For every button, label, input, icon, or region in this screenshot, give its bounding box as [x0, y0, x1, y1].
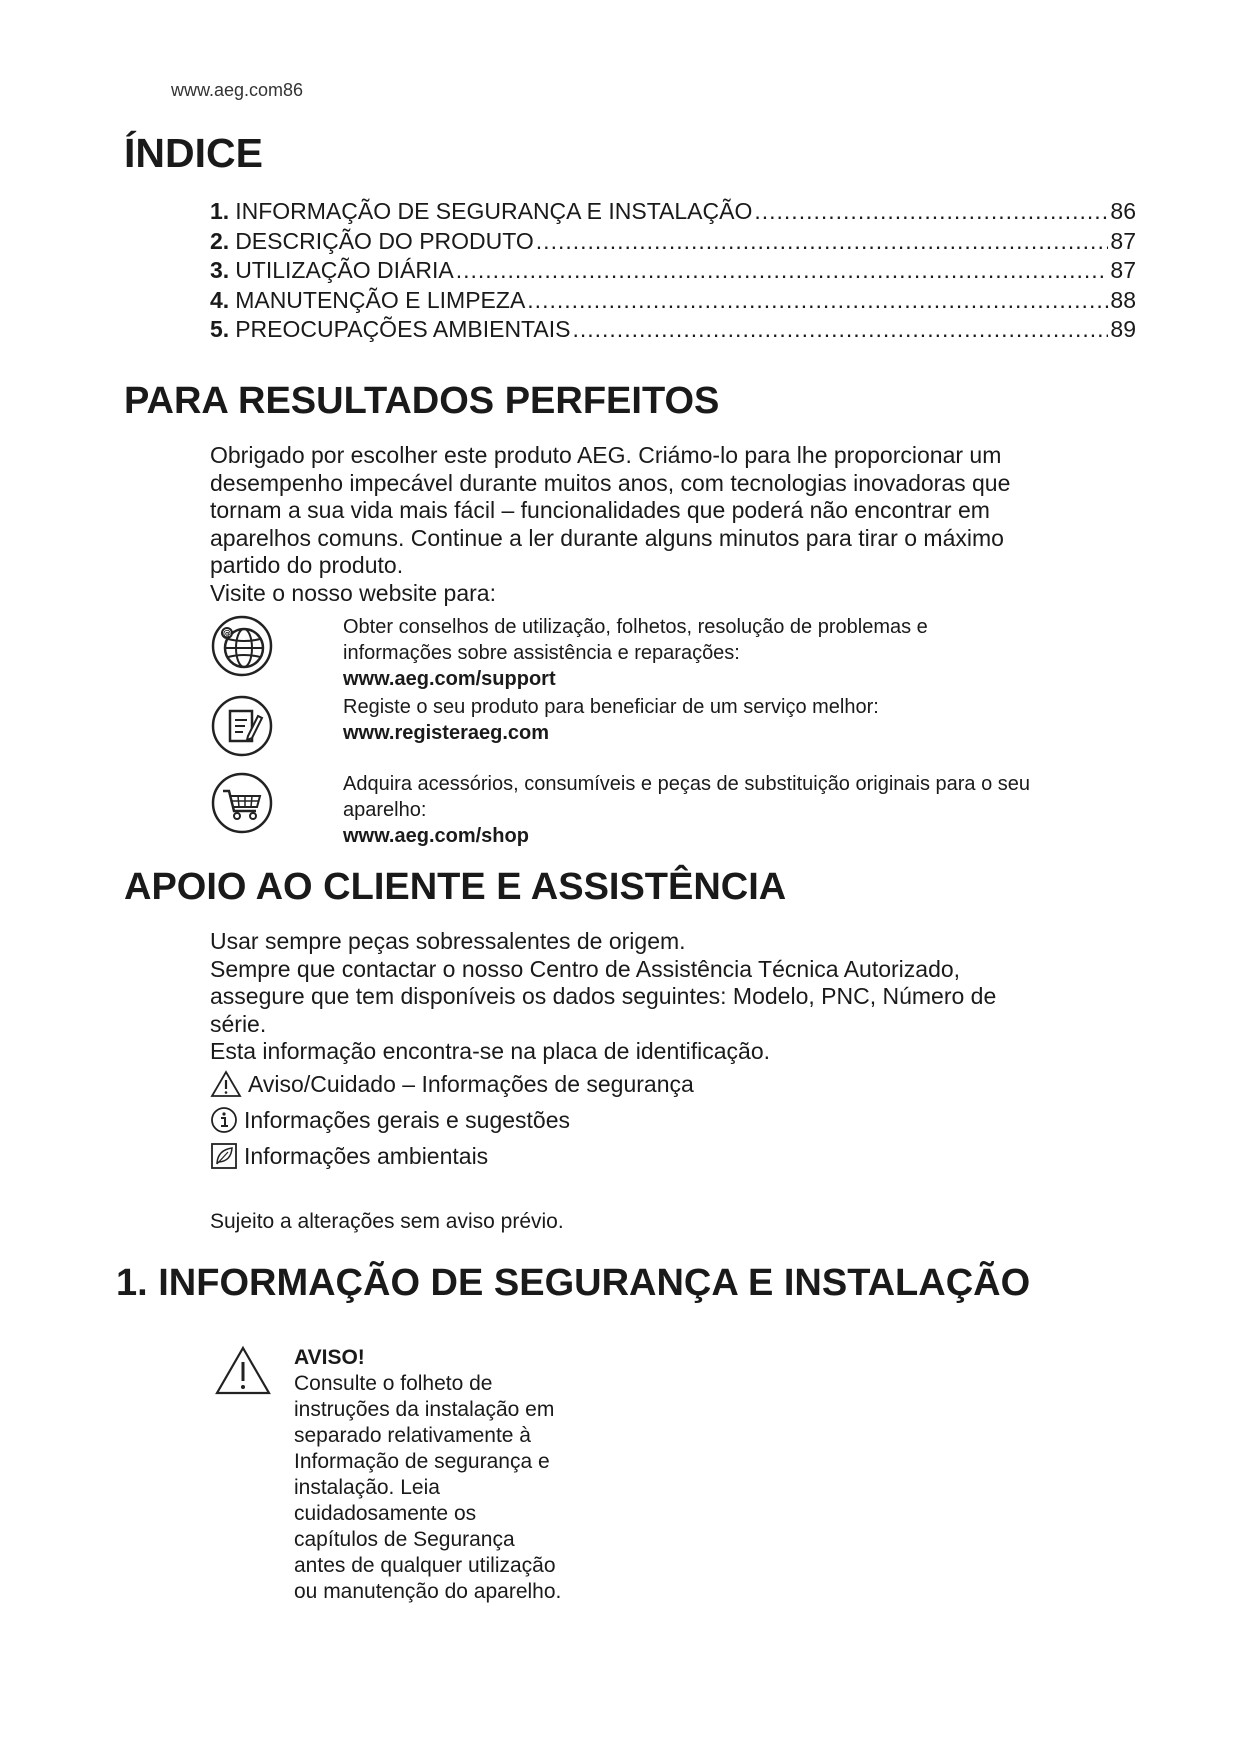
- web-item-line: Obter conselhos de utilização, folhetos, resolução de problemas e: [343, 616, 928, 638]
- legend-label: Informações ambientais: [244, 1142, 489, 1169]
- toc-item[interactable]: [210, 198, 1136, 228]
- toc-leader: [572, 316, 1108, 343]
- shopping-cart-icon: [210, 771, 274, 835]
- toc-item[interactable]: [210, 228, 1136, 258]
- web-item-text: [343, 694, 1133, 746]
- warning-line: instalação. Leia: [294, 1476, 440, 1499]
- table-of-contents: [210, 198, 1136, 346]
- web-item-line: aparelho:: [343, 799, 427, 821]
- support-line: Usar sempre peças sobressalentes de origem.: [210, 928, 686, 954]
- toc-number: 4.: [210, 286, 230, 313]
- warning-icon: [210, 1070, 242, 1098]
- subject-to-change-note: Sujeito a alterações sem aviso prévio.: [210, 1210, 564, 1233]
- web-item-text: [343, 771, 1133, 849]
- warning-line: separado relativamente à: [294, 1424, 531, 1447]
- web-item-line: informações sobre assistência e reparações:: [343, 642, 740, 664]
- intro-line: desempenho impecável durante muitos anos, com tecnologias inovadoras que: [210, 469, 1011, 496]
- support-heading: APOIO AO CLIENTE E ASSISTÊNCIA: [124, 866, 787, 908]
- legend-item-info: [210, 1106, 570, 1134]
- toc-number: 2.: [210, 227, 230, 254]
- toc-number: 3.: [210, 257, 230, 283]
- section-1-heading: 1. INFORMAÇÃO DE SEGURANÇA E INSTALAÇÃO: [116, 1262, 1031, 1304]
- warning-line: Informação de segurança e: [294, 1450, 550, 1473]
- toc-number: 5.: [210, 316, 230, 342]
- register-icon: [210, 694, 274, 758]
- warning-icon: [214, 1345, 272, 1397]
- leaf-icon: [210, 1142, 238, 1170]
- web-item-text: [343, 614, 1133, 692]
- toc-page: 89: [1110, 316, 1136, 342]
- toc-page: 87: [1110, 257, 1136, 283]
- toc-item[interactable]: [210, 316, 1136, 346]
- toc-title: MANUTENÇÃO E LIMPEZA: [235, 286, 526, 313]
- legend-item-environment: [210, 1142, 488, 1170]
- toc-leader: [754, 198, 1108, 225]
- toc-page: 88: [1110, 286, 1136, 313]
- web-item-line: Adquira acessórios, consumíveis e peças de substituição originais para o seu: [343, 773, 1031, 795]
- visit-text: Visite o nosso website para:: [210, 580, 496, 606]
- legend-label: Aviso/Cuidado – Informações de segurança: [248, 1070, 694, 1097]
- support-line: Sempre que contactar o nosso Centro de Assistência Técnica Autorizado,: [210, 955, 961, 982]
- warning-text: [294, 1345, 634, 1605]
- register-link[interactable]: www.registeraeg.com: [343, 722, 549, 744]
- support-paragraph: [210, 928, 1110, 1066]
- shop-link[interactable]: www.aeg.com/shop: [343, 825, 529, 847]
- toc-title: DESCRIÇÃO DO PRODUTO: [235, 227, 534, 254]
- toc-item[interactable]: [210, 257, 1136, 287]
- svg-text:@: @: [223, 629, 231, 638]
- toc-title: PREOCUPAÇÕES AMBIENTAIS: [235, 316, 571, 342]
- support-line: Esta informação encontra-se na placa de identificação.: [210, 1038, 770, 1064]
- perfect-results-heading: PARA RESULTADOS PERFEITOS: [124, 380, 720, 422]
- warning-line: cuidadosamente os: [294, 1502, 477, 1525]
- support-line: série.: [210, 1010, 267, 1037]
- toc-title: UTILIZAÇÃO DIÁRIA: [235, 257, 454, 283]
- legend-item-warning: [210, 1070, 694, 1098]
- warning-line: instruções da instalação em: [294, 1398, 555, 1421]
- header-url: www.aeg.com86: [171, 80, 304, 100]
- globe-icon: [210, 614, 274, 678]
- toc-page: 87: [1110, 227, 1136, 254]
- toc-leader: [527, 287, 1108, 314]
- support-link[interactable]: www.aeg.com/support: [343, 668, 556, 690]
- warning-title: AVISO!: [294, 1346, 365, 1369]
- legend-label: Informações gerais e sugestões: [244, 1106, 571, 1133]
- toc-item[interactable]: [210, 287, 1136, 317]
- intro-line: tornam a sua vida mais fácil – funcionalidades que poderá não encontrar em: [210, 497, 990, 523]
- support-line: assegure que tem disponíveis os dados seguintes: Modelo, PNC, Número de: [210, 983, 997, 1009]
- toc-number: 1.: [210, 198, 230, 224]
- warning-line: antes de qualquer utilização: [294, 1554, 556, 1577]
- warning-line: ou manutenção do aparelho.: [294, 1580, 562, 1603]
- intro-line: partido do produto.: [210, 552, 404, 578]
- intro-line: Obrigado por escolher este produto AEG. Criámo-lo para lhe proporcionar um: [210, 442, 1002, 468]
- index-heading: ÍNDICE: [124, 130, 263, 176]
- info-icon: [210, 1106, 238, 1134]
- intro-paragraph: [210, 442, 1110, 580]
- intro-line: aparelhos comuns. Continue a ler durante alguns minutos para tirar o máximo: [210, 524, 1004, 551]
- toc-page: 86: [1110, 198, 1136, 224]
- web-item-line: Registe o seu produto para beneficiar de um serviço melhor:: [343, 696, 879, 718]
- warning-line: Consulte o folheto de: [294, 1372, 493, 1395]
- warning-line: capítulos de Segurança: [294, 1528, 515, 1551]
- toc-leader: [456, 257, 1109, 284]
- toc-leader: [536, 228, 1109, 255]
- toc-title: INFORMAÇÃO DE SEGURANÇA E INSTALAÇÃO: [235, 198, 753, 224]
